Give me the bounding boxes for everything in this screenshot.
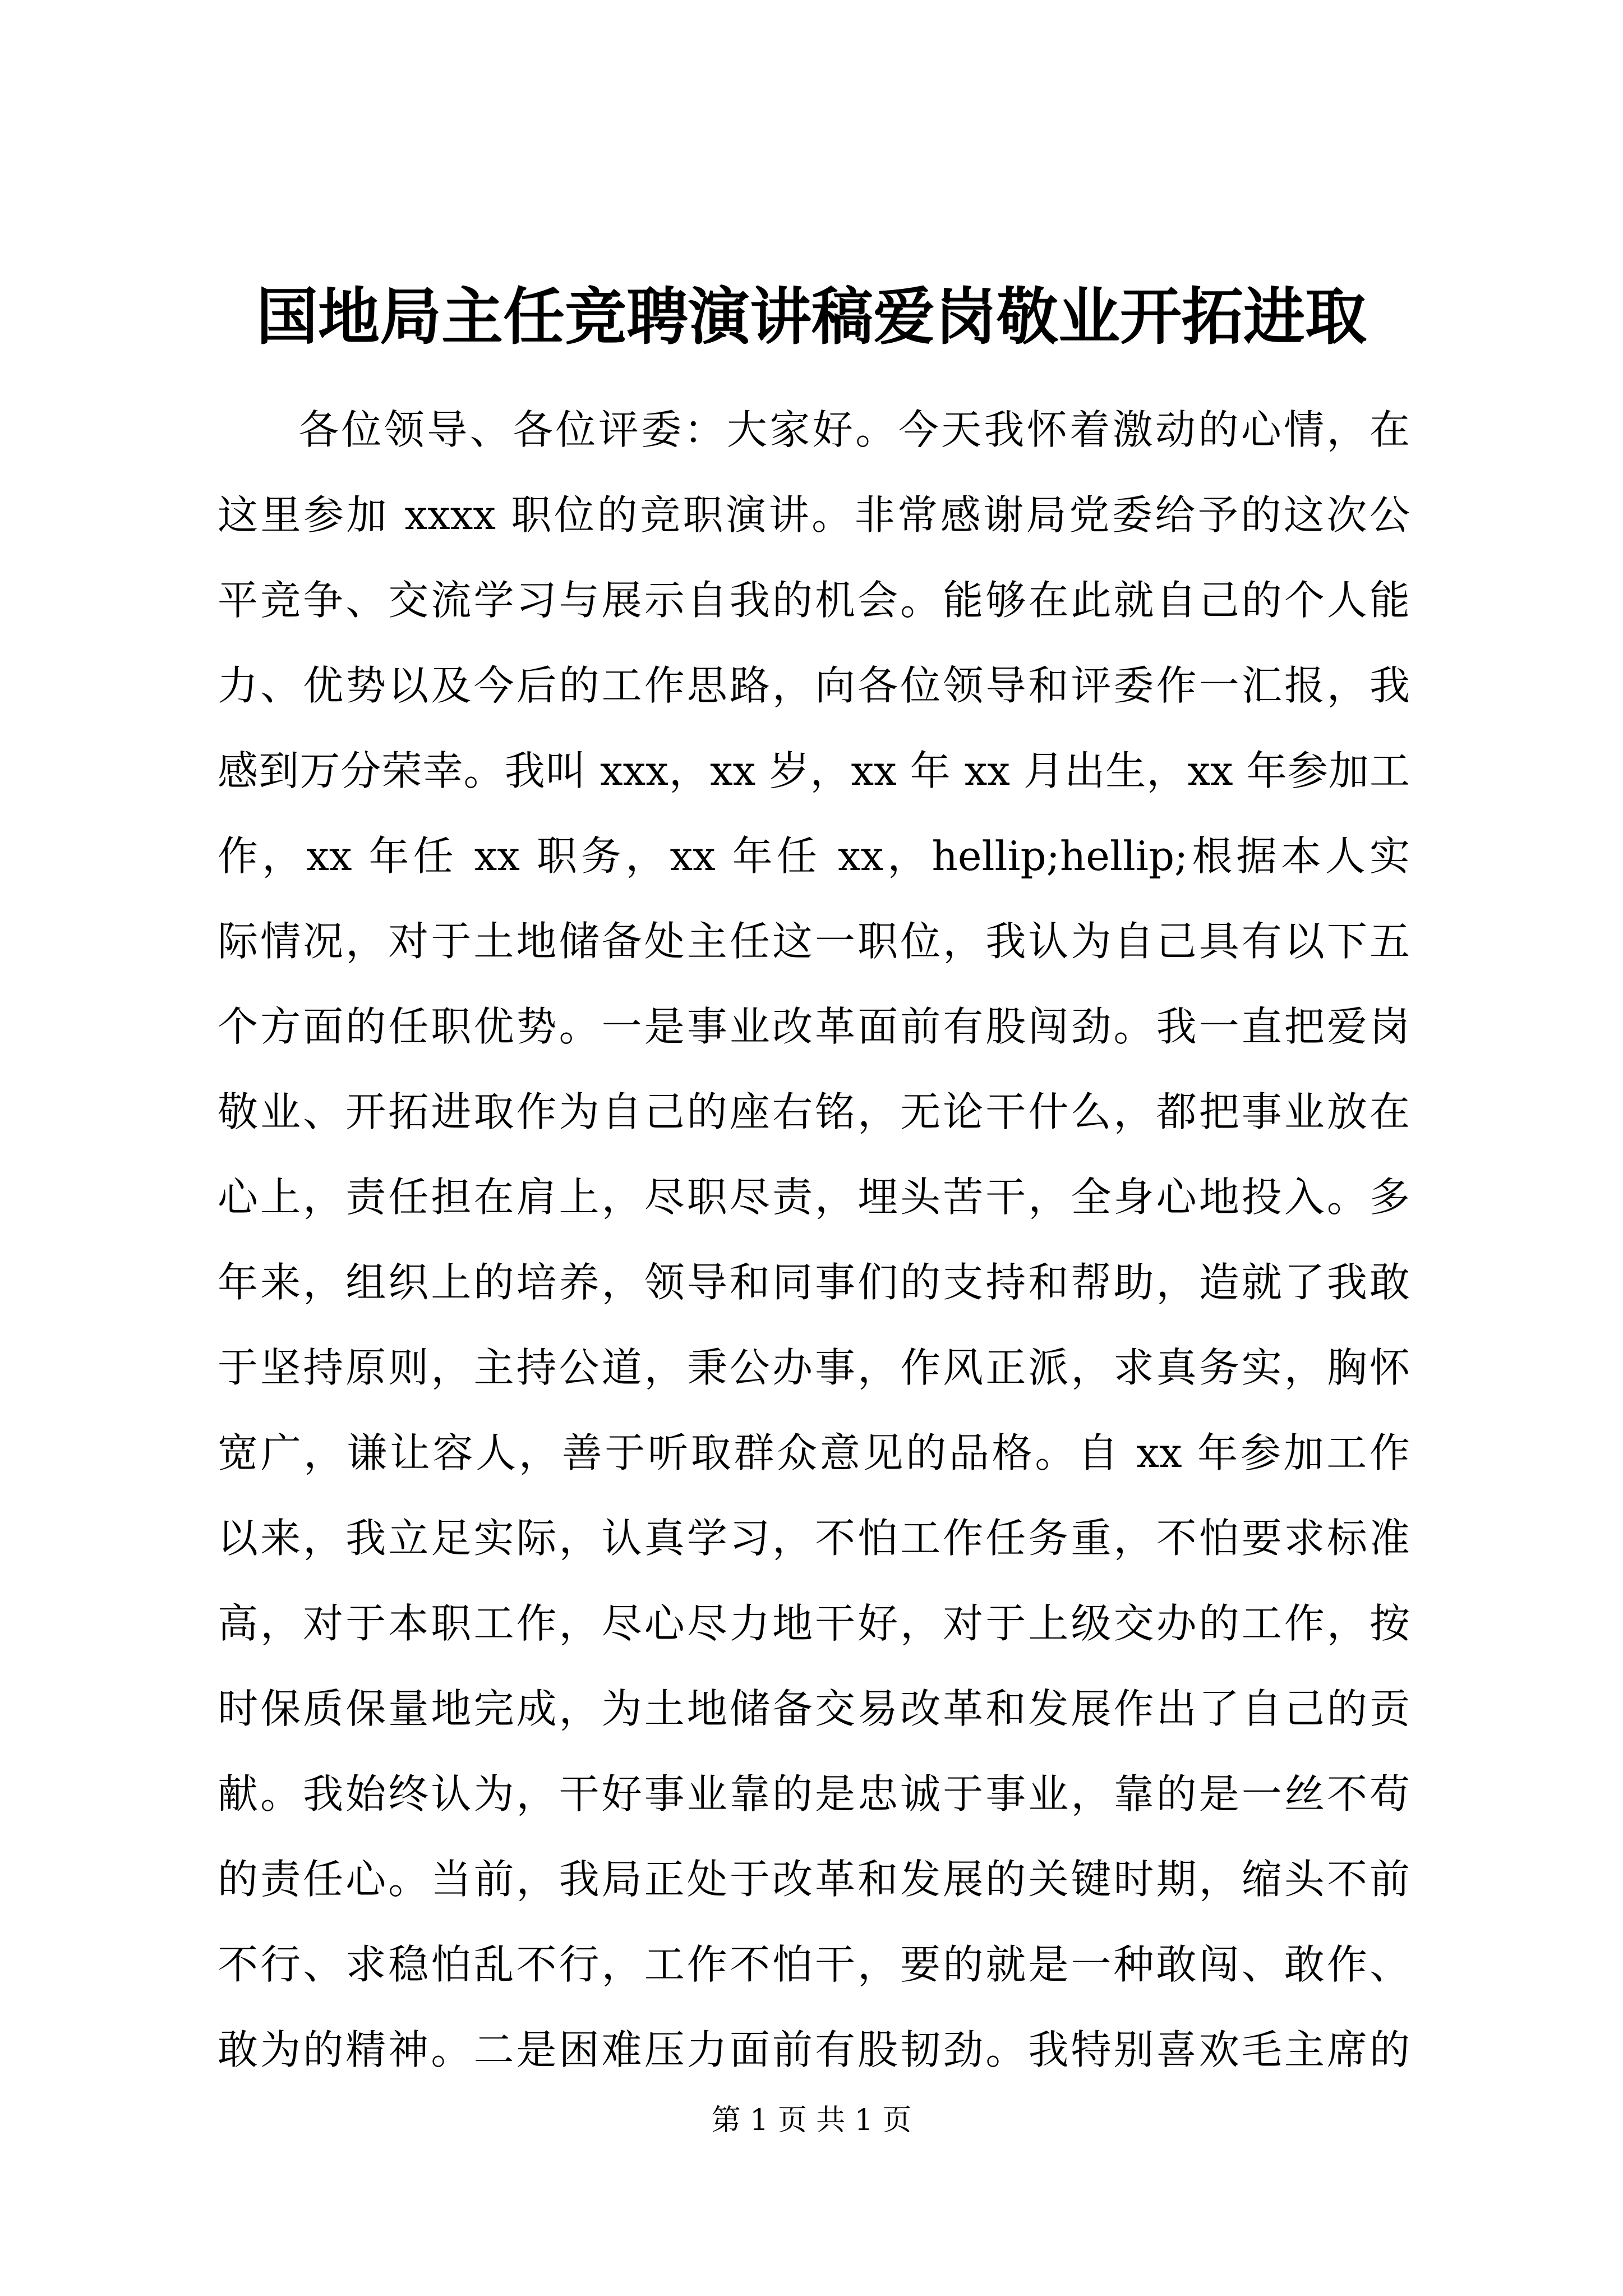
- document-body: [218, 387, 1410, 2092]
- body-line: 力、优势以及今后的工作思路，向各位领导和评委作一汇报，我: [218, 662, 1410, 709]
- body-line: 以来，我立足实际，认真学习，不怕工作任务重，不怕要求标准: [218, 1515, 1410, 1562]
- body-line: 作，xx 年任 xx 职务，xx 年任 xx，hellip;hellip;根据本人实: [218, 832, 1410, 880]
- body-line: 宽广，谦让容人，善于听取群众意见的品格。自 xx 年参加工作: [218, 1429, 1410, 1476]
- body-line: 时保质保量地完成，为土地储备交易改革和发展作出了自己的贡: [218, 1685, 1410, 1732]
- body-line: 高，对于本职工作，尽心尽力地干好，对于上级交办的工作，按: [218, 1600, 1410, 1647]
- body-line: 年来，组织上的培养，领导和同事们的支持和帮助，造就了我敢: [218, 1259, 1410, 1306]
- body-line: 感到万分荣幸。我叫 xxx，xx 岁，xx 年 xx 月出生，xx 年参加工: [218, 747, 1410, 794]
- document-title: 国地局主任竞聘演讲稿爱岗敬业开拓进取: [256, 280, 1367, 353]
- body-line: 个方面的任职优势。一是事业改革面前有股闯劲。我一直把爱岗: [218, 1003, 1410, 1050]
- body-line: 的责任心。当前，我局正处于改革和发展的关键时期，缩头不前: [218, 1856, 1410, 1903]
- page-number-footer: 第 1 页 共 1 页: [711, 2104, 912, 2137]
- body-line: 际情况，对于土地储备处主任这一职位，我认为自己具有以下五: [218, 918, 1410, 965]
- body-line: 各位领导、各位评委：大家好。今天我怀着激动的心情，在: [298, 406, 1410, 453]
- body-line: 献。我始终认为，干好事业靠的是忠诚于事业，靠的是一丝不苟: [218, 1770, 1410, 1818]
- body-line: 敬业、开拓进取作为自己的座右铭，无论干什么，都把事业放在: [218, 1088, 1410, 1135]
- body-line: 于坚持原则，主持公道，秉公办事，作风正派，求真务实，胸怀: [218, 1344, 1410, 1391]
- body-line: 这里参加 xxxx 职位的竞职演讲。非常感谢局党委给予的这次公: [218, 491, 1410, 539]
- body-line: 敢为的精神。二是困难压力面前有股韧劲。我特别喜欢毛主席的: [218, 2026, 1410, 2073]
- body-line: 平竞争、交流学习与展示自我的机会。能够在此就自己的个人能: [218, 577, 1410, 624]
- body-line: 心上，责任担在肩上，尽职尽责，埋头苦干，全身心地投入。多: [218, 1174, 1410, 1221]
- body-line: 不行、求稳怕乱不行，工作不怕干，要的就是一种敢闯、敢作、: [218, 1941, 1410, 1988]
